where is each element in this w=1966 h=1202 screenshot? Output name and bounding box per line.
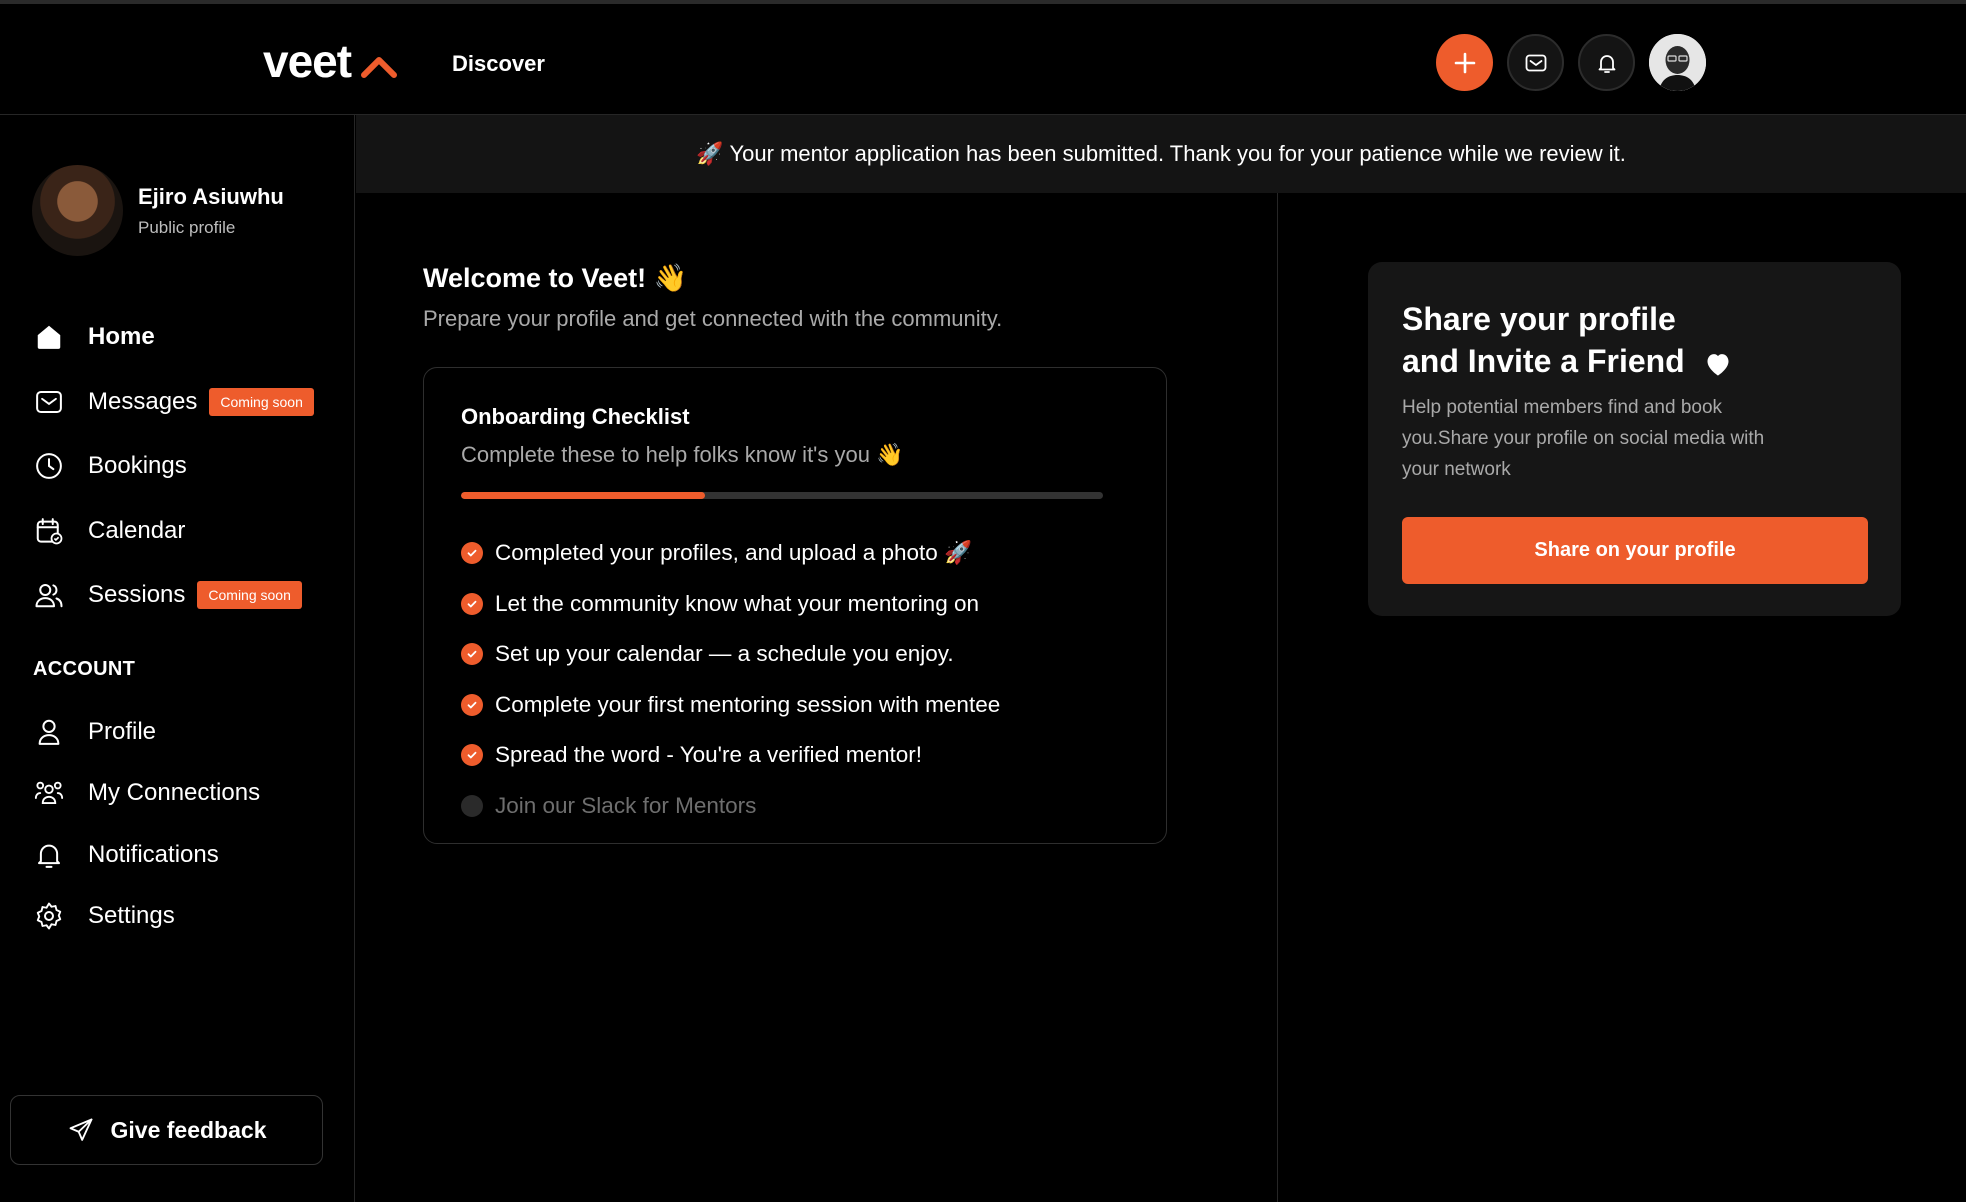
send-icon [67, 1116, 95, 1144]
give-feedback-button[interactable] [10, 1095, 323, 1165]
checklist-item-label: Set up your calendar — a schedule you enjoy. [495, 641, 954, 667]
sidebar-item-label: My Connections [88, 779, 261, 807]
account-section-title: ACCOUNT [33, 658, 136, 680]
heart-icon [1704, 351, 1732, 377]
checklist-item[interactable] [461, 528, 1000, 579]
give-feedback-label: Give feedback [110, 1116, 267, 1143]
column-divider [1277, 193, 1278, 1202]
onboarding-checklist [423, 367, 1167, 844]
bell-icon [32, 838, 66, 872]
messages-button[interactable] [1507, 34, 1564, 91]
checklist-item[interactable] [461, 629, 1000, 680]
check-circle-icon [461, 744, 483, 766]
calendar-icon [32, 514, 66, 548]
checklist-item-label: Complete your first mentoring session with mentee [495, 691, 1001, 717]
page-subtitle: Prepare your profile and get connected with the community. [423, 306, 1003, 331]
veet-logo[interactable] [263, 34, 397, 88]
sidebar-item-bookings[interactable] [32, 434, 332, 499]
home-icon [32, 320, 66, 354]
application-status-banner [356, 115, 1966, 193]
clock-icon [32, 449, 66, 483]
main-nav [32, 305, 332, 628]
share-profile-card [1368, 262, 1901, 616]
mail-icon [1524, 51, 1548, 75]
avatar [32, 165, 123, 256]
account-nav [32, 701, 332, 947]
sidebar-item-settings[interactable] [32, 886, 332, 948]
users-icon [32, 578, 66, 612]
sidebar-item-messages[interactable] [32, 370, 332, 435]
checklist-item-label: Join our Slack for Mentors [495, 792, 757, 818]
check-circle-icon [461, 542, 483, 564]
checklist-progress-fill [461, 492, 705, 499]
user-name: Ejiro Asiuwhu [138, 183, 284, 209]
sidebar-item-sessions[interactable] [32, 563, 332, 628]
empty-circle-icon [461, 795, 483, 817]
sidebar-item-home[interactable] [32, 305, 332, 370]
checklist-item[interactable] [461, 579, 1000, 630]
sidebar [0, 115, 355, 1202]
checklist-item-label: Spread the word - You're a verified mentor! [495, 742, 923, 768]
sidebar-item-connections[interactable] [32, 763, 332, 825]
gear-icon [32, 899, 66, 933]
share-profile-button[interactable]: Share on your profile [1402, 517, 1868, 584]
public-profile-link[interactable]: Public profile [138, 217, 236, 237]
share-title-line2: and Invite a Friend [1402, 343, 1685, 379]
banner-text: Your mentor application has been submitted. Thank you for your patience while we review it. [729, 141, 1626, 166]
logo-text: veet [263, 35, 352, 87]
plus-icon [1453, 51, 1477, 75]
coming-soon-badge: Coming soon [209, 388, 314, 416]
sidebar-item-label: Home [88, 323, 155, 351]
share-title-line1: Share your profile [1402, 301, 1676, 337]
checklist-item[interactable] [461, 730, 1000, 781]
sidebar-item-label: Calendar [88, 516, 186, 544]
sidebar-item-label: Bookings [88, 452, 187, 480]
create-button[interactable] [1436, 34, 1493, 91]
check-circle-icon [461, 643, 483, 665]
checklist-progress-bar [461, 492, 1103, 499]
page-title: Welcome to Veet! 👋 [423, 263, 688, 293]
checklist-item-label: Completed your profiles, and upload a photo 🚀 [495, 540, 973, 566]
profile-card[interactable] [32, 165, 284, 256]
welcome-section [423, 262, 1002, 332]
share-card-title [1402, 298, 1822, 382]
top-bar [0, 0, 1966, 115]
check-circle-icon [461, 694, 483, 716]
sidebar-item-label: Settings [88, 902, 175, 930]
check-circle-icon [461, 593, 483, 615]
sidebar-item-notifications[interactable] [32, 824, 332, 886]
checklist-item[interactable] [461, 680, 1000, 731]
rocket-icon: 🚀 [696, 141, 724, 166]
checklist-items [461, 528, 1000, 831]
sidebar-item-label: Profile [88, 717, 157, 745]
sidebar-item-label: Sessions [88, 581, 186, 609]
checklist-subtitle: Complete these to help folks know it's you 👋 [461, 442, 904, 467]
coming-soon-badge: Coming soon [197, 581, 302, 609]
top-actions [1436, 34, 1706, 91]
mail-icon [32, 385, 66, 419]
share-card-description: Help potential members find and book you.Share your profile on social media with your network [1402, 397, 1765, 480]
sidebar-item-label: Messages [88, 387, 198, 415]
notifications-button[interactable] [1578, 34, 1635, 91]
connections-icon [32, 776, 66, 810]
checklist-item-label: Let the community know what your mentoring on [495, 590, 979, 616]
sidebar-item-profile[interactable] [32, 701, 332, 763]
avatar-photo [1649, 34, 1706, 91]
checklist-item[interactable] [461, 781, 1000, 832]
user-icon [32, 715, 66, 749]
user-avatar-menu[interactable] [1649, 34, 1706, 91]
sidebar-item-calendar[interactable] [32, 499, 332, 564]
bell-icon [1595, 51, 1619, 75]
discover-link[interactable]: Discover [452, 51, 545, 76]
sidebar-item-label: Notifications [88, 840, 219, 868]
logo-chevron-icon [361, 54, 397, 78]
checklist-title: Onboarding Checklist [461, 404, 690, 429]
